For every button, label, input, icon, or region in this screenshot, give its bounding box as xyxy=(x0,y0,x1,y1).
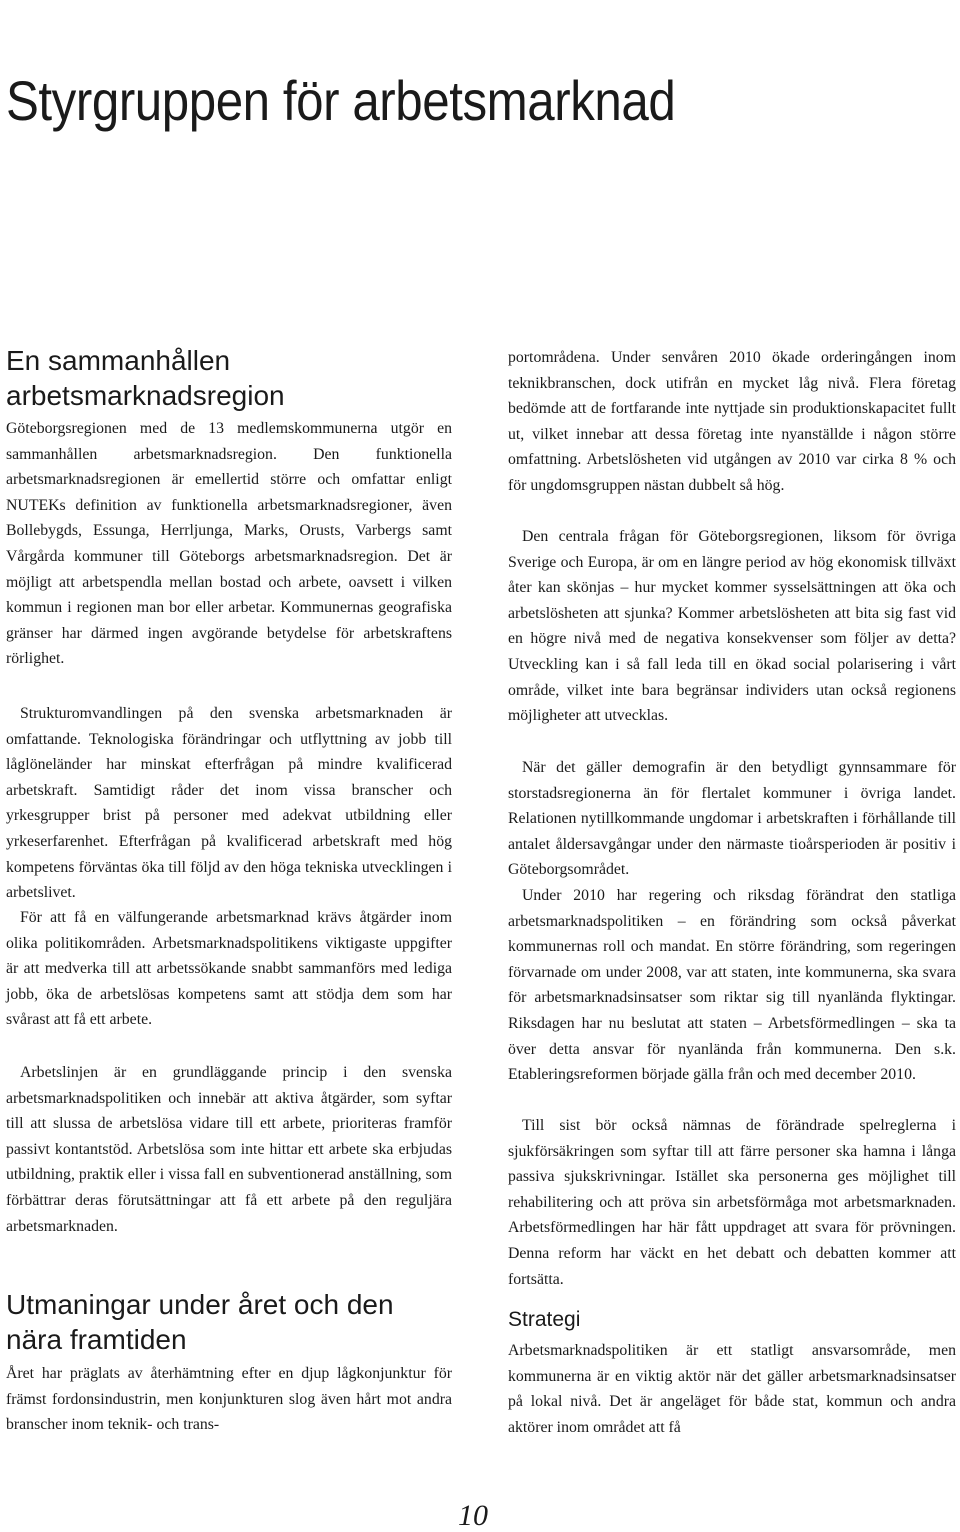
body-paragraph: Arbetsmarknadspolitiken är ett statligt ansvarsområde, men kommunerna är en viktig aktör när det gäller arbetsmarknadsinsatser på lokal nivå. Det är angeläget för både stat, kommun och andra aktörer inom området att få xyxy=(508,1342,956,1436)
body-paragraph: Arbetslinjen är en grundläggande princip i den svenska arbetsmarknadspolitiken och innebär att aktiva åtgärder, som syftar till att slussa de arbetslösa vidare till ett arbete, prioriteras framför passivt kontantstöd. Arbetslösa som inte hittar ett arbete ska erbjudas utbildning, praktik eller i vissa fall en subventionerad anställning, som förbättrar deras förutsättningar att få ett arbete på den reguljära arbetsmarknaden. xyxy=(6,1064,452,1235)
body-paragraph: När det gäller demografin är den betydligt gynnsammare för storstadsregionerna än för flertalet kommuner i övriga landet. Relationen nytillkommande ungdomar i arbetskraften i förhållande till antalet åldersavgångar under den närmaste tioårsperioden är positiv i Göteborgsområdet. xyxy=(508,759,956,879)
body-paragraph: Året har präglats av återhämtning efter en djup lågkonjunktur för främst fordonsindustrin, men konjunkturen slog även hårt mot andra branscher inom teknik- och trans- xyxy=(6,1365,452,1434)
section-heading-utmaningar: Utmaningar under året och den nära framtiden xyxy=(6,1289,394,1355)
page-number: 10 xyxy=(458,1499,488,1532)
body-paragraph: För att få en välfungerande arbetsmarknad krävs åtgärder inom olika politikområden. Arbetsmarknadspolitikens viktigaste uppgifter är att medverka till att arbetssökande snabbt sammanförs med lediga jobb, öka de arbetslösas kompetens samt att stödja dem som har svårast att få ett arbete. xyxy=(6,909,452,1029)
body-paragraph: portområdena. Under senvåren 2010 ökade orderingången inom teknikbranschen, dock utifrån en mycket låg nivå. Flera företag bedömde att de fortfarande inte nyttjade sin produktionskapacitet fullt ut, vilket innebar att dessa företag inte nyanställde i någon större omfattning. Arbetslösheten vid utgången av 2010 var cirka 8 % och för ungdomsgruppen nästan dubbelt så hög. xyxy=(508,349,956,494)
body-paragraph: Göteborgsregionen med de 13 medlemskommunerna utgör en sammanhållen arbetsmarknadsregion. Den funktionella arbetsmarknadsregionen är emellertid större och omfattar enligt NUTEKs definition av funktionella arbetsmarknadsregioner, även Bollebygds, Essunga, Herrljunga, Marks, Orusts, Varbergs samt Vårgårda kommuner till Göteborgs arbetsmarknadsregion. Det är möjligt att arbetspendla mellan bostad och arbete, oavsett i vilken kommun i regionen man bor eller arbetar. Kommunernas geografiska gränser har därmed ingen avgörande betydelse för arbetskraftens rörlighet. xyxy=(6,420,452,668)
body-paragraph: Under 2010 har regering och riksdag förändrat den statliga arbetsmarknadspolitiken – en förändring som också påverkat kommunernas roll och mandat. En större förändring, som regeringen förvarnade om under 2008, var att staten, inte kommunerna, ska svara för arbetsmarknadsinsatser som riktar sig till nyanlända flyktingar. Riksdagen har nu beslutat att staten – Arbetsförmedlingen – ska ta över detta ansvar för nyanlända från kommunerna. Den s.k. Etableringsreformen började gälla från och med december 2010. xyxy=(508,887,956,1084)
body-paragraph: Strukturomvandlingen på den svenska arbetsmarknaden är omfattande. Teknologiska förändringar och utflyttning av jobb till låglöneländer har minskat efterfrågan på mindre kvalificerad arbetskraft. Samtidigt råder det inom vissa branscher och yrkesgrupper brist på personer med adekvat utbildning eller yrkeserfarenhet. Efterfrågan på kvalificerad arbetskraft med hög kompetens förväntas öka till följd av den höga tekniska utvecklingen i arbetslivet. xyxy=(6,705,452,902)
page-title: Styrgruppen för arbetsmarknad xyxy=(6,69,676,132)
body-paragraph: Till sist bör också nämnas de förändrade spelreglerna i sjukförsäkringen som syftar till att färre personer ska hamna i långa passiva sjukskrivningar. Istället ska personerna ges möjlighet till rehabilitering och att pröva sin arbetsförmåga mot arbetsmarknaden. Arbetsförmedlingen har här fått uppdraget att svara för prövningen. Denna reform har väckt en het debatt och debatten kommer att fortsätta. xyxy=(508,1117,956,1288)
section-heading-sammanhallen: En sammanhållen arbetsmarknadsregion xyxy=(6,345,285,411)
body-paragraph: Den centrala frågan för Göteborgsregionen, liksom för övriga Sverige och Europa, är om en längre period av hög ekonomisk tillväxt åter kan skönjas – hur mycket kommer sysselsättningen att öka och arbetslösheten att sjunka? Kommer arbetslösheten att bita sig fast vid en högre nivå med de negativa konsekvenser som följer av detta? Utveckling kan i så fall leda till en ökad social polarisering i vårt område, vilket inte bara begränsar individers utan också regionens möjligheter att utvecklas. xyxy=(508,528,956,725)
section-heading-strategi: Strategi xyxy=(508,1308,581,1331)
